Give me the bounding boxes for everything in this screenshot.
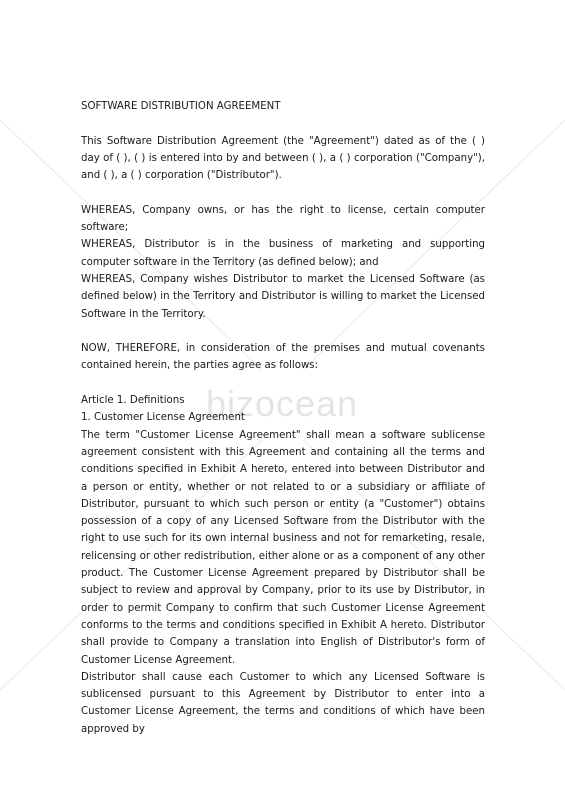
intro-paragraph: This Software Distribution Agreement (the "Agreement") dated as of the ( ) day of ( ), ( ) is entered into by and between ( ), a ( ) corporation ("Company"), and ( ), a ( ) corporation ("Distributor").: [81, 135, 485, 182]
document-body: [81, 98, 485, 738]
now-therefore-paragraph: NOW, THEREFORE, in consideration of the premises and mutual covenants contained herein, the parties agree as follows:: [81, 343, 485, 372]
document-title: SOFTWARE DISTRIBUTION AGREEMENT: [81, 101, 281, 112]
whereas-clause-1: WHEREAS, Company owns, or has the right to license, certain computer software;: [81, 204, 485, 234]
whereas-clause-3: WHEREAS, Company wishes Distributor to market the Licensed Software (as defined below) in the Territory and Distributor is willing to market the Licensed Software in the Territory.: [81, 273, 485, 320]
section-heading: 1. Customer License Agreement: [81, 412, 245, 424]
whereas-clause-2: WHEREAS, Distributor is in the business of marketing and supporting computer software in the Territory (as defined below); and: [81, 239, 485, 268]
distributor-paragraph: Distributor shall cause each Customer to which any Licensed Software is sublicensed pursuant to this Agreement by Distributor to enter into a Customer License Agreement, the terms and conditions of which have been approved by: [81, 671, 485, 735]
article-heading: Article 1. Definitions: [81, 395, 185, 407]
definition-paragraph: The term "Customer License Agreement" shall mean a software sublicense agreement consistent with this Agreement and containing all the terms and conditions specified in Exhibit A hereto, entered into between Distributor and a person or entity, whether or not related to or a subsidiary or affiliate of Distributor, pursuant to which such person or entity (a "Customer") obtains possession of a copy of any Licensed Software from the Distributor with the right to use such for its own internal business and not for remarketing, resale, relicensing or other redistribution, either alone or as a component of any other product. The Customer License Agreement prepared by Distributor shall be subject to review and approval by Company, prior to its use by Distributor, in order to permit Company to confirm that such Customer License Agreement conforms to the terms and conditions specified in Exhibit A hereto. Distributor shall provide to Company a translation into English of Distributor's form of Customer License Agreement.: [81, 429, 485, 666]
watermark-text: bizocean: [205, 383, 359, 424]
